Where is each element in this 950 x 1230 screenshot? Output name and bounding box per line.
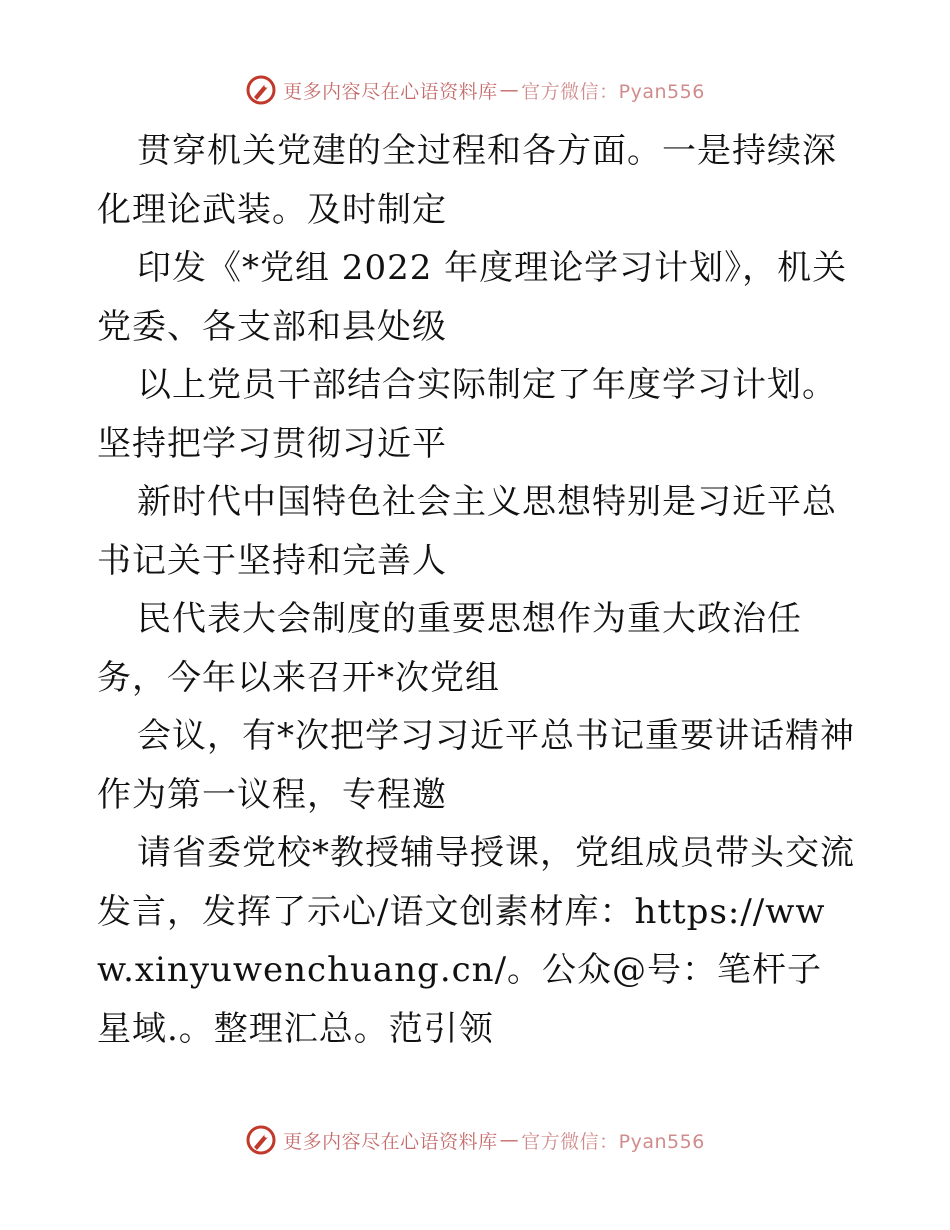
footer-watermark	[0, 1120, 950, 1160]
watermark-main-text: 更多内容尽在心语资料库	[283, 80, 498, 103]
watermark-wechat-text: 官方微信：Pyan556	[521, 80, 705, 103]
pen-logo-icon	[245, 1124, 277, 1156]
watermark-dash: —	[499, 1129, 520, 1151]
header-watermark	[0, 70, 950, 110]
document-body	[97, 122, 857, 1058]
watermark-dash: —	[499, 79, 520, 101]
watermark-main-text: 更多内容尽在心语资料库	[283, 1130, 498, 1153]
paragraph: 贯穿机关党建的全过程和各方面。一是持续深化理论武装。及时制定	[97, 131, 837, 230]
paragraph: 会议，有*次把学习习近平总书记重要讲话精神作为第一议程，专程邀	[97, 716, 855, 815]
paragraph: 印发《*党组 2022 年度理论学习计划》，机关党委、各支部和县处级	[97, 248, 848, 347]
paragraph: 以上党员干部结合实际制定了年度学习计划。坚持把学习贯彻习近平	[97, 365, 837, 464]
paragraph: 请省委党校*教授辅导授课，党组成员带头交流发言，发挥了示心/语文创素材库：https://www.xinyuwenchuang.cn/。公众@号：笔杆子星域.。整理汇总。范引领	[97, 833, 855, 1049]
pen-logo-icon	[245, 74, 277, 106]
watermark-wechat-text: 官方微信：Pyan556	[521, 1130, 705, 1153]
paragraph: 新时代中国特色社会主义思想特别是习近平总书记关于坚持和完善人	[97, 482, 837, 581]
paragraph: 民代表大会制度的重要思想作为重大政治任务，今年以来召开*次党组	[97, 599, 802, 698]
